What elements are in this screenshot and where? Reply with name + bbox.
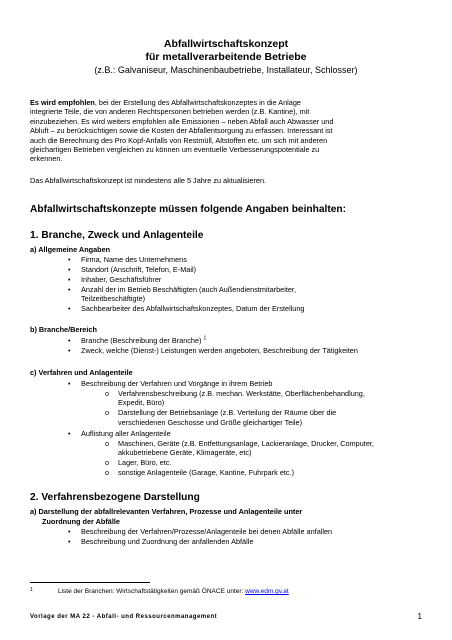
update-note: Das Abfallwirtschaftskonzept ist mindestens alle 5 Jahre zu aktualisieren.	[30, 176, 267, 185]
bullet-marker: •	[68, 429, 71, 438]
bullet-marker: •	[68, 265, 71, 274]
intro-line-3: einzubeziehen. Es wird weiters empfohlen alle Emissionen – neben Abfall auch Abwasser und	[30, 116, 334, 126]
section1-c-heading: c) Verfahren und Anlagenteile	[30, 368, 133, 377]
intro-bold-lead: Es wird empfohlen	[30, 98, 95, 107]
sub-list-item: o Lager, Büro, etc.	[105, 458, 172, 467]
intro-line-1: , bei der Erstellung des Abfallwirtschaftskonzeptes in die Anlage	[94, 98, 301, 107]
main-heading: Abfallwirtschaftskonzepte müssen folgende Angaben beinhalten:	[30, 204, 347, 215]
circle-marker: o	[105, 389, 110, 398]
footer-source: Vorlage der MA 22 - Abfall- und Ressourcenmanagement	[30, 614, 218, 620]
intro-line-5: auch die Berechnung des Pro Kopf-Anfalls von Restmüll, Altstoffen etc. um sich mit anderen	[30, 135, 328, 145]
sub-list-item: o sonstige Anlagenteile (Garage, Kantine, Fuhrpark etc.)	[105, 468, 295, 477]
list-item: • Sachbearbeiter des Abfallwirtschaftskonzeptes, Datum der Erstellung	[68, 304, 305, 313]
bullet-marker: •	[68, 336, 71, 345]
list-item: • Beschreibung der Verfahren und Vorgänge in ihrem Betrieb	[68, 379, 273, 388]
list-item: • Inhaber, Geschäftsführer	[68, 275, 162, 284]
edm-link[interactable]: www.edm.gv.at	[245, 588, 289, 595]
bullet-marker: •	[68, 275, 71, 284]
document-title-line2: für metallverarbeitende Betriebe	[145, 51, 307, 63]
sub-list-item: o Darstellung der Betriebsanlage (z.B. Verteilung der Räume über die	[105, 408, 337, 417]
bullet-marker: •	[68, 537, 71, 546]
circle-marker: o	[105, 408, 110, 417]
section1-b-heading: b) Branche/Bereich	[30, 325, 97, 334]
intro-line-4: Abluft – zu berücksichtigen sowie die Kosten der Abfallentsorgung zu erfassen. Interessant ist	[30, 126, 333, 136]
list-item: • Branche (Beschreibung der Branche) $^1$	[68, 335, 207, 345]
footnote-separator	[30, 582, 150, 583]
bullet-marker: •	[68, 285, 71, 294]
sub-list-item-continuation: verschiedenen Geschosse und Größe gleichartiger Teile)	[118, 418, 303, 427]
list-item: • Anzahl der im Betrieb Beschäftigten (auch Außendienstmitarbeiter,	[68, 285, 296, 294]
page-number: 1	[417, 612, 422, 621]
bullet-marker: •	[68, 304, 71, 313]
circle-marker: o	[105, 468, 110, 477]
section2-a-heading-line2: Zuordnung der Abfälle	[42, 517, 120, 526]
sub-list-item: o Verfahrensbeschreibung (z.B. mechan. Werkstätte, Oberflächenbehandlung,	[105, 389, 365, 398]
bullet-marker: •	[68, 379, 71, 388]
list-item: • Firma, Name des Unternehmens	[68, 255, 187, 264]
list-item: • Beschreibung und Zuordnung der anfallenden Abfälle	[68, 537, 254, 546]
list-item: • Zweck, welche (Dienst-) Leistungen werden angeboten, Beschreibung der Tätigkeiten	[68, 346, 358, 355]
sub-list-item: o Maschinen, Geräte (z.B. Entfettungsanlage, Lackieranlage, Drucker, Computer,	[105, 439, 374, 448]
circle-marker: o	[105, 439, 110, 448]
list-item: • Standort (Anschrift, Telefon, E-Mail)	[68, 265, 197, 274]
intro-paragraph	[30, 98, 422, 164]
intro-line-7: erkennen.	[30, 154, 63, 164]
document-subtitle: (z.B.: Galvaniseur, Maschinenbaubetriebe, Installateur, Schlosser)	[94, 65, 358, 75]
list-item-continuation: Teilzeitbeschäftigte)	[81, 294, 146, 303]
bullet-marker: •	[68, 255, 71, 264]
sub-list-item-continuation: akkubetriebene Geräte, Klimageräte, etc)	[118, 448, 252, 457]
intro-line	[30, 98, 422, 107]
section1-a-heading: a) Allgemeine Angaben	[30, 245, 111, 254]
list-item: • Beschreibung der Verfahren/Prozesse/Anlagenteile bei denen Abfälle anfallen	[68, 527, 333, 536]
intro-line-2: integrierte Teile, die von anderen Rechtspersonen betrieben werden (z.B. Kantine), mit	[30, 107, 310, 117]
footnote-reference: 1	[203, 335, 207, 342]
sub-list-item-continuation: Expedit, Büro)	[118, 398, 165, 407]
section2-heading: 2. Verfahrensbezogene Darstellung	[30, 492, 200, 503]
footnote-text: Liste der Branchen: Wirtschaftstätigkeiten gemäß ÖNACE unter: www.edm.gv.at	[58, 588, 289, 595]
section2-a-heading-line1: a) Darstellung der abfallrelevanten Verfahren, Prozesse und Anlagenteile unter	[30, 507, 303, 516]
section1-heading: 1. Branche, Zweck und Anlagenteile	[30, 230, 204, 241]
intro-line-6: gleichartigen Betrieben vergleichen zu können um eventuelle Verbesserungspotentiale zu	[30, 145, 320, 155]
document-title-line1: Abfallwirtschaftskonzept	[163, 38, 289, 50]
bullet-marker: •	[68, 346, 71, 355]
circle-marker: o	[105, 458, 110, 467]
footnote-number: 1	[30, 587, 33, 593]
list-item: • Auflistung aller Anlagenteile	[68, 429, 171, 438]
bullet-marker: •	[68, 527, 71, 536]
